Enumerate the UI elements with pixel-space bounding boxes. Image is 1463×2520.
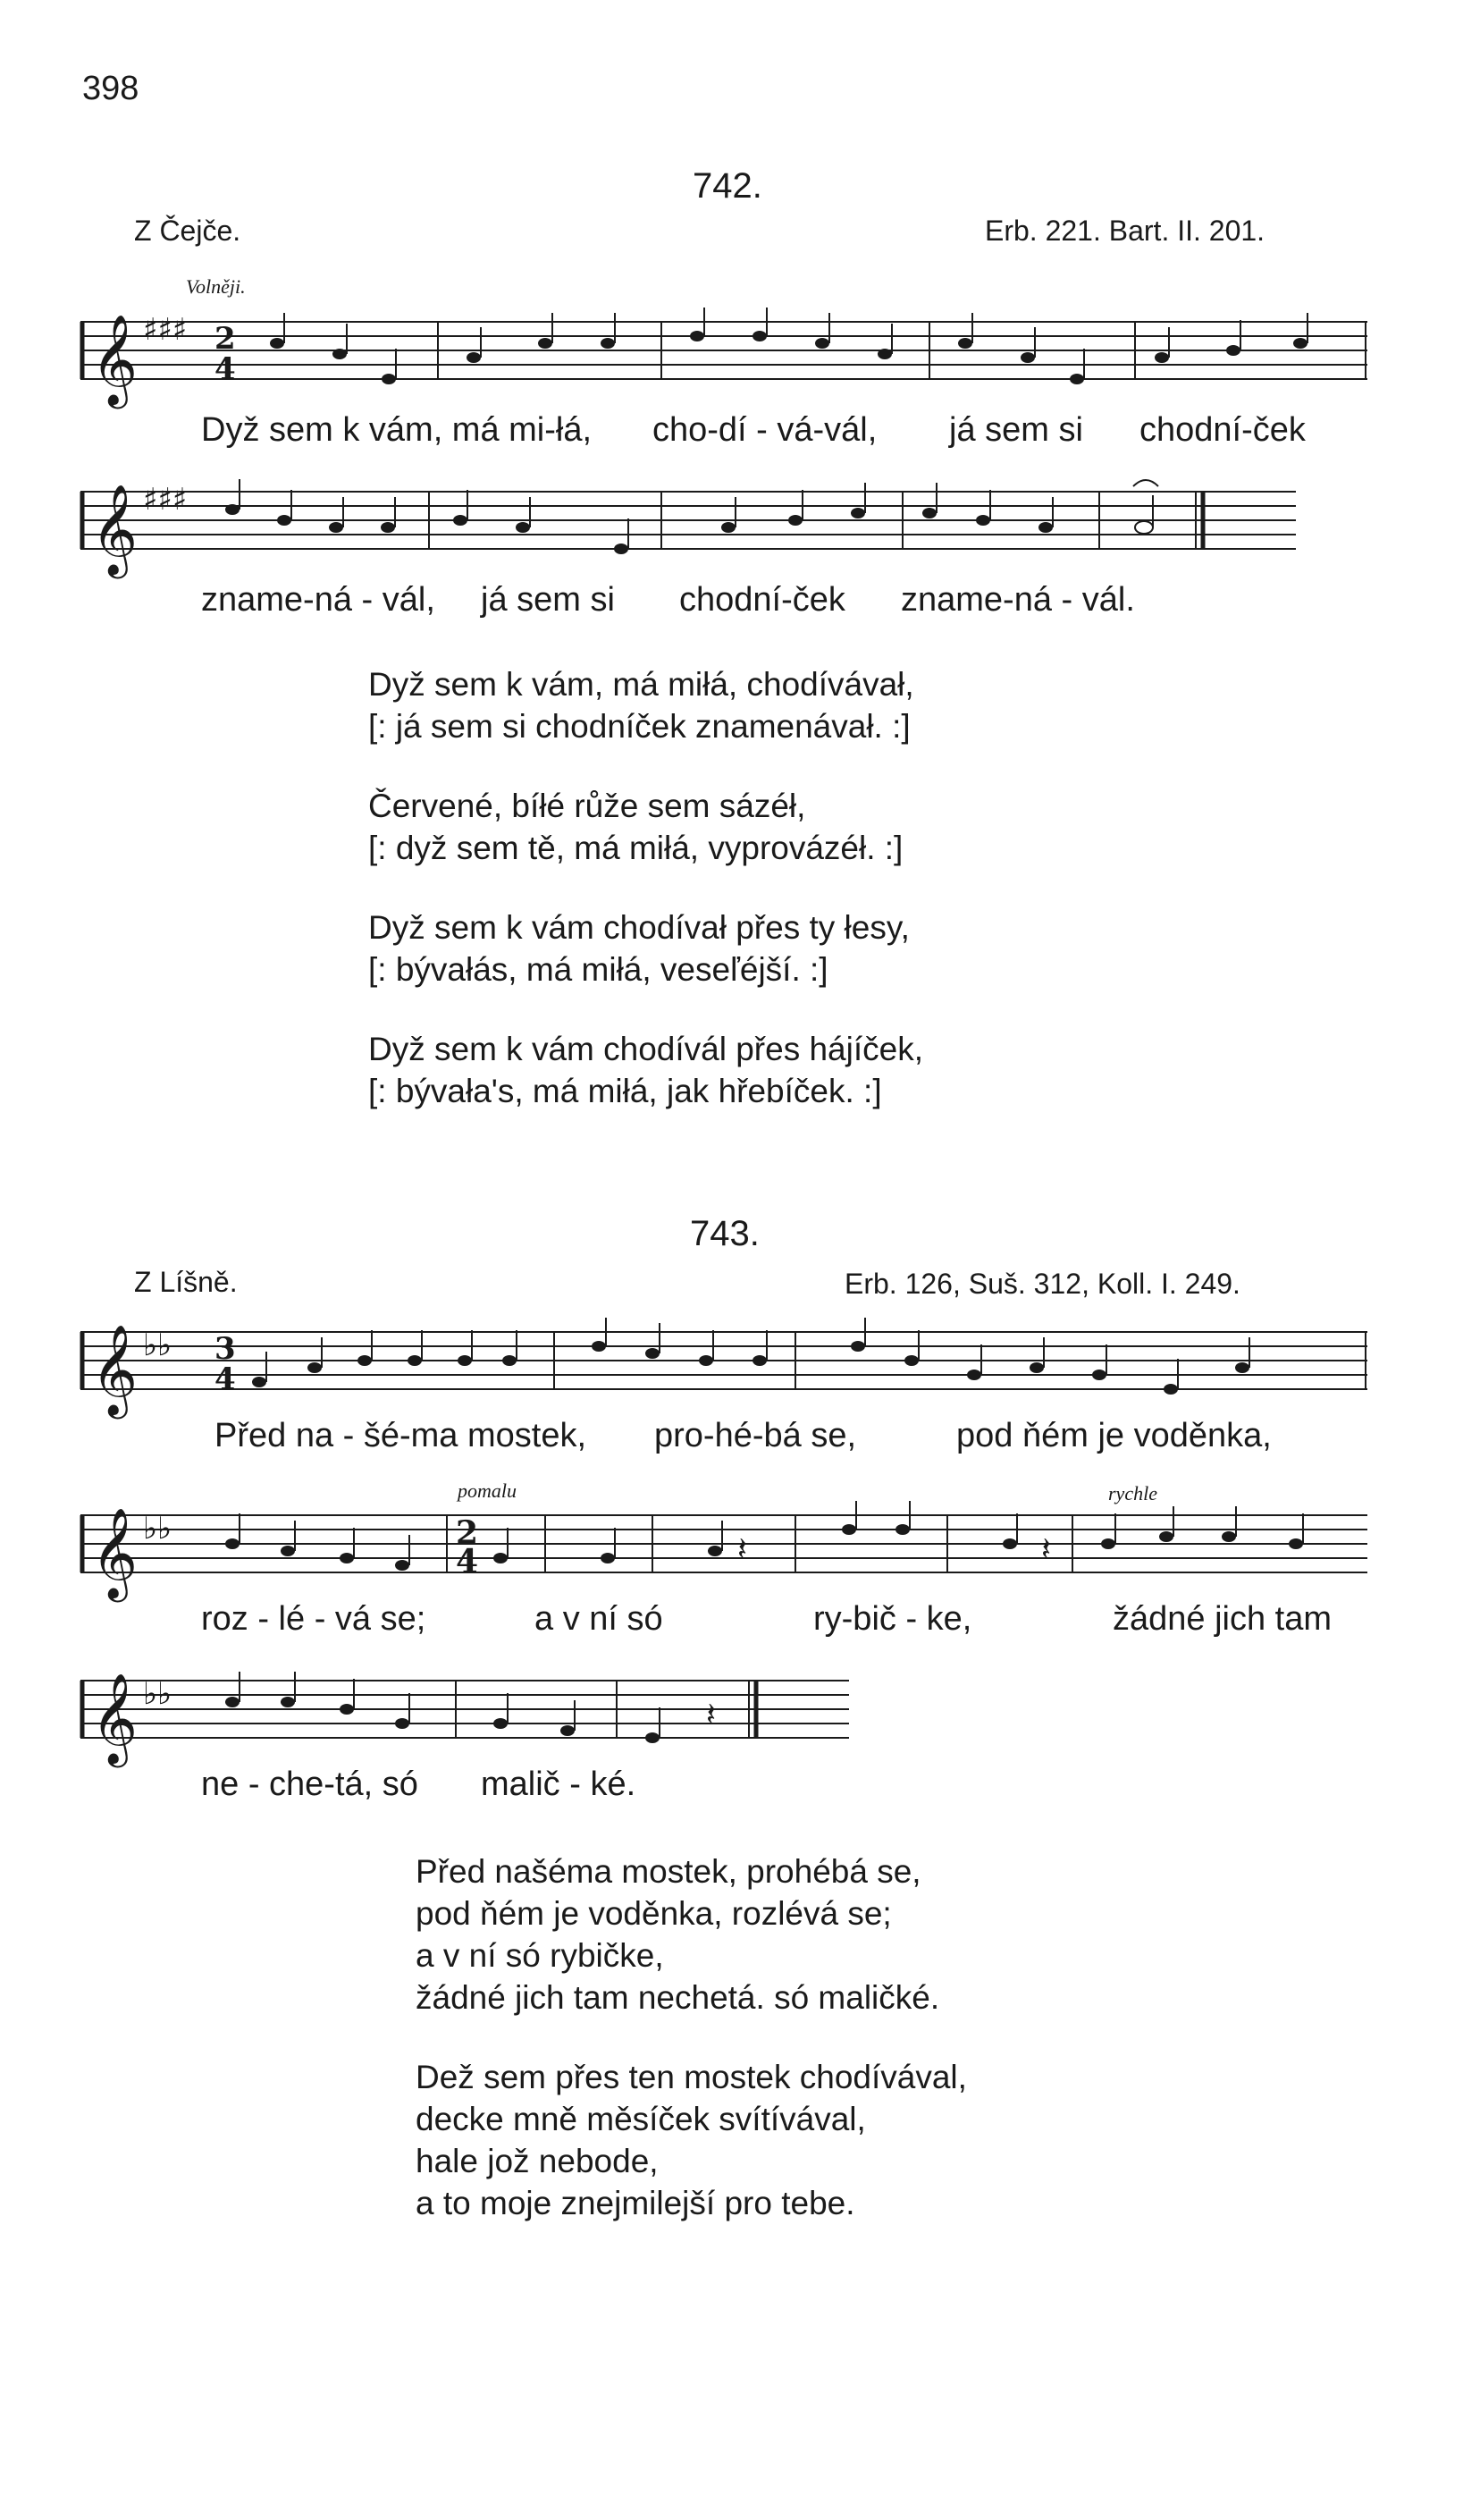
svg-text:♯♯♯: ♯♯♯ <box>143 312 188 348</box>
svg-text:2: 2 <box>214 321 236 357</box>
lyrics-segment: pro-hé-bá se, <box>654 1417 857 1454</box>
svg-text:𝄽: 𝄽 <box>706 1697 717 1733</box>
verse-line: decke mně měsíček svítívával, <box>416 2101 866 2137</box>
verse-line: žádné jich tam nechetá. só maličké. <box>416 1979 940 2016</box>
music-staff <box>80 474 1296 581</box>
verse-line: [: bývała's, má miłá, jak hřebíček. :] <box>368 1073 882 1109</box>
lyrics-segment: pod ňém je voděnka, <box>956 1417 1272 1454</box>
verse-block <box>416 1850 967 2224</box>
verse-block <box>368 663 923 1112</box>
lyrics-segment: ry-bič - ke, <box>813 1600 972 1638</box>
treble-clef-icon: 𝄞 <box>91 1323 139 1415</box>
lyrics-segment: malič - ké. <box>481 1766 636 1803</box>
svg-text:𝄽: 𝄽 <box>737 1531 748 1568</box>
svg-text:♯♯♯: ♯♯♯ <box>143 482 188 518</box>
song-number: 743. <box>690 1214 760 1253</box>
lyrics-segment: Dyž sem k vám, má mi-łá, <box>201 411 593 449</box>
svg-text:4: 4 <box>456 1543 479 1580</box>
treble-clef-icon: 𝄞 <box>91 313 139 405</box>
lyrics-segment: já sem si <box>949 411 1083 449</box>
svg-text:♭♭: ♭♭ <box>143 1511 172 1547</box>
svg-text:♭♭: ♭♭ <box>143 1676 172 1712</box>
verse-line: pod ňém je voděnka, rozlévá se; <box>416 1895 892 1932</box>
treble-clef-icon: 𝄞 <box>91 483 139 575</box>
lyrics-segment: žádné jich tam <box>1113 1600 1333 1638</box>
song-reference: Erb. 126, Suš. 312, Koll. I. 249. <box>845 1268 1240 1300</box>
svg-text:𝄽: 𝄽 <box>1041 1531 1052 1568</box>
verse-line: a v ní só rybičke, <box>416 1937 664 1974</box>
music-staff <box>80 304 1367 411</box>
lyrics-segment: chodní-ček <box>679 581 845 619</box>
verse-line: [: já sem si chodníček znamenávał. :] <box>368 708 911 745</box>
verse-line: Dyž sem k vám, má miłá, chodívávał, <box>368 666 914 703</box>
verse-line: Dyž sem k vám chodívál přes hájíček, <box>368 1031 923 1067</box>
music-staff <box>80 1314 1367 1421</box>
song-reference: Erb. 221. Bart. II. 201. <box>985 215 1265 247</box>
tempo-marking: pomalu <box>458 1479 517 1502</box>
lyrics-segment: cho-dí - vá-vál, <box>652 411 878 449</box>
lyrics-segment: chodní-ček <box>1139 411 1306 449</box>
lyrics-segment: ne - che-tá, só <box>201 1766 418 1803</box>
lyrics-segment: Před na - šé-ma mostek, <box>214 1417 587 1454</box>
svg-text:4: 4 <box>214 351 236 387</box>
verse-line: [: bývałás, má miłá, veseľéjší. :] <box>368 951 828 988</box>
tempo-marking: rychle <box>1108 1482 1157 1504</box>
lyrics-segment: zname-ná - vál, <box>201 581 435 619</box>
song-number: 742. <box>693 166 762 206</box>
lyrics-segment: a v ní só <box>534 1600 663 1638</box>
lyrics-segment: já sem si <box>481 581 615 619</box>
lyrics-segment: roz - lé - vá se; <box>201 1600 426 1638</box>
tempo-marking: Volněji. <box>186 275 246 298</box>
music-staff <box>80 1497 1367 1605</box>
verse-line: [: dyž sem tě, má miłá, vyprovázéł. :] <box>368 830 904 866</box>
song-origin: Z Čejče. <box>134 215 241 247</box>
treble-clef-icon: 𝄞 <box>91 1672 139 1764</box>
svg-text:2: 2 <box>456 1514 479 1552</box>
verse-line: Před našéma mostek, prohébá se, <box>416 1853 921 1890</box>
svg-text:4: 4 <box>214 1361 236 1397</box>
treble-clef-icon: 𝄞 <box>91 1506 139 1598</box>
song-origin: Z Líšně. <box>134 1266 238 1298</box>
verse-line: a to moje znejmilejší pro tebe. <box>416 2185 855 2221</box>
svg-text:3: 3 <box>214 1331 236 1367</box>
lyrics-segment: zname-ná - vál. <box>901 581 1135 619</box>
svg-text:♭♭: ♭♭ <box>143 1327 172 1363</box>
page-number: 398 <box>82 70 139 107</box>
verse-line: hale jož nebode, <box>416 2143 659 2179</box>
music-staff <box>80 1663 849 1770</box>
verse-line: Dež sem přes ten mostek chodívával, <box>416 2059 967 2095</box>
verse-line: Červené, bíłé růže sem sázéł, <box>368 788 806 824</box>
verse-line: Dyž sem k vám chodívał přes ty łesy, <box>368 909 910 946</box>
